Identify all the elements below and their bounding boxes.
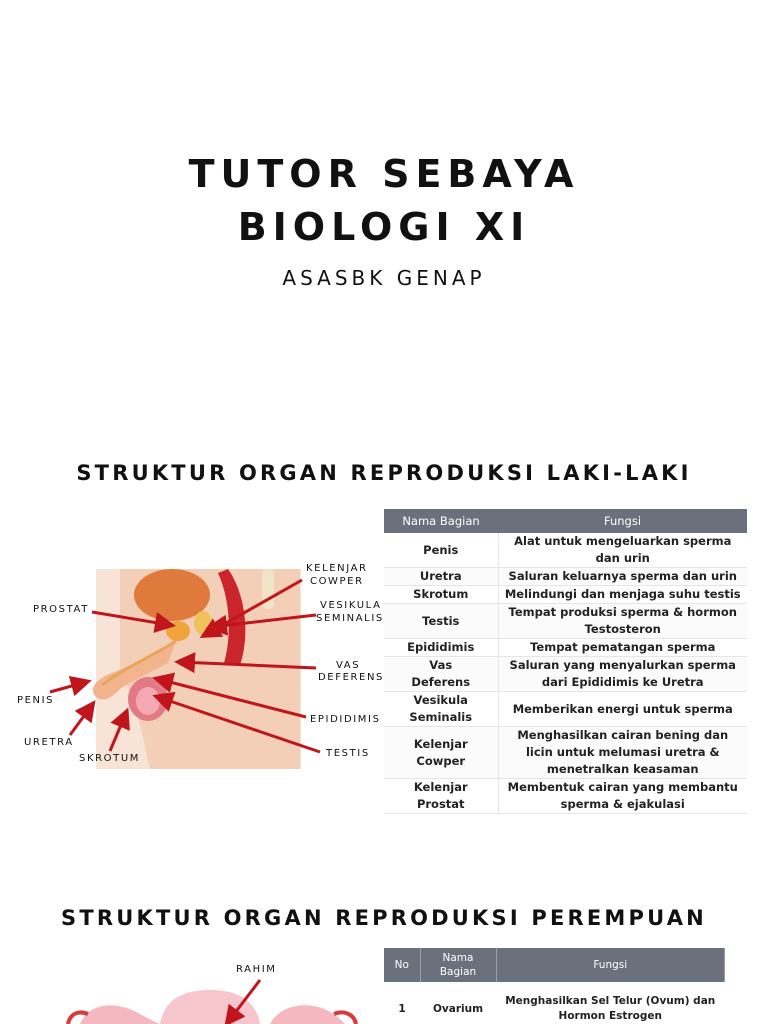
label-rahim: RAHIM (236, 964, 277, 975)
cell-line: Alat untuk mengeluarkan sperma (514, 534, 732, 548)
cell-nama-bagian (384, 779, 498, 814)
cell-bagian: Ovarium (432, 1002, 484, 1015)
label-prostat: PROSTAT (33, 604, 89, 615)
cell-line: Melindungi dan menjaga suhu testis (504, 587, 741, 601)
label-cowper: COWPER (310, 576, 364, 587)
cell-fungsi (498, 657, 747, 692)
label-vesikula: VESIKULA (320, 600, 382, 611)
cell-line: Deferens (411, 675, 471, 689)
label-vas: VAS (336, 660, 361, 671)
cell-nama-bagian (384, 533, 498, 568)
header-fungsi-female: Fungsi (496, 948, 725, 982)
cell-fungsi (498, 586, 747, 604)
cell-nama-bagian (384, 657, 498, 692)
cell-line: Vas (429, 658, 453, 672)
cell-line: Tempat produksi sperma & hormon (508, 605, 737, 619)
cell-fungsi (498, 533, 747, 568)
cell-nama-bagian (384, 604, 498, 639)
cell-line: Membentuk cairan yang membantu (507, 780, 738, 794)
header-bagian: Bagian (439, 966, 477, 978)
cell-line: Epididimis (407, 640, 475, 654)
cell-line: licin untuk melumasi uretra & (525, 745, 720, 759)
cell-nama-bagian (384, 692, 498, 727)
table-row (384, 657, 747, 692)
cell-fungsi-line: Menghasilkan Sel Telur (Ovum) dan (505, 995, 716, 1007)
cell-line: Seminalis (409, 710, 473, 724)
male-section-heading: STRUKTUR ORGAN REPRODUKSI LAKI-LAKI (76, 461, 692, 485)
cell-line: Kelenjar (413, 736, 468, 751)
table-row (384, 533, 747, 568)
label-skrotum: SKROTUM (79, 753, 140, 764)
female-organ-table (384, 948, 725, 1024)
cell-line: Penis (423, 542, 459, 557)
cell-fungsi (498, 604, 747, 639)
cell-line: Uretra (419, 569, 462, 583)
label-penis: PENIS (17, 695, 55, 706)
arrow-uretra (70, 705, 92, 735)
male-reproductive-diagram (0, 555, 385, 775)
cell-no: 1 (398, 1002, 406, 1015)
cell-line: Memberikan energi untuk sperma (512, 701, 733, 716)
cell-fungsi (496, 982, 725, 1024)
title-line-1: TUTOR SEBAYA (188, 152, 580, 196)
table-row (384, 639, 747, 657)
header-nama-bagian: Nama Bagian (384, 509, 498, 533)
table-row (384, 982, 725, 1024)
header-nama-bagian-female (420, 948, 496, 982)
male-organ-table (384, 509, 747, 814)
cell-fungsi (498, 639, 747, 657)
table-row (384, 568, 747, 586)
cell-line: Saluran yang menyalurkan sperma (509, 658, 736, 672)
cell-line: Skrotum (413, 587, 469, 601)
cell-fungsi (498, 727, 747, 779)
cell-line: Menghasilkan cairan bening dan (517, 728, 729, 742)
label-testis: TESTIS (326, 748, 370, 759)
label-kelenjar: KELENJAR (306, 563, 368, 574)
cell-nama-bagian (384, 568, 498, 586)
table-row (384, 727, 747, 779)
subtitle: ASASBK GENAP (282, 266, 486, 290)
table-row (384, 692, 747, 727)
testis-inner-shape (136, 687, 160, 715)
cell-line: Vesikula (413, 693, 468, 707)
label-uretra: URETRA (24, 737, 74, 748)
cell-line: Saluran keluarnya sperma dan urin (508, 569, 737, 583)
cell-fungsi-line: Hormon Estrogen (558, 1010, 662, 1022)
header-fungsi: Fungsi (498, 509, 747, 533)
cell-line: Cowper (416, 753, 466, 768)
cell-nama-bagian (384, 586, 498, 604)
header-nama: Nama (442, 952, 474, 964)
arrow-penis (50, 682, 86, 692)
cell-line: menetralkan keasaman (546, 762, 699, 776)
cell-fungsi (498, 568, 747, 586)
cell-line: Testis (422, 613, 460, 628)
cell-line: Prostat (416, 797, 465, 811)
cell-line: Tempat pematangan sperma (530, 640, 716, 654)
label-epididimis: EPIDIDIMIS (310, 714, 381, 725)
cell-nama-bagian (384, 727, 498, 779)
label-seminalis: SEMINALIS (316, 613, 384, 624)
header-no: No (384, 948, 420, 982)
female-section-heading: STRUKTUR ORGAN REPRODUKSI PEREMPUAN (61, 906, 707, 930)
label-deferens: DEFERENS (318, 672, 384, 683)
table-row (384, 586, 747, 604)
table-row (384, 779, 747, 814)
cell-line: dan urin (595, 551, 650, 565)
cell-line: sperma & ejakulasi (560, 797, 685, 811)
cell-fungsi (498, 779, 747, 814)
cell-fungsi (498, 692, 747, 727)
cell-line: Testosteron (584, 622, 661, 636)
title-line-2: BIOLOGI XI (237, 205, 531, 249)
cell-nama-bagian (384, 639, 498, 657)
cell-line: Kelenjar (413, 780, 468, 794)
table-row (384, 604, 747, 639)
female-reproductive-diagram (40, 940, 380, 1024)
cell-line: dari Epididimis ke Uretra (541, 675, 704, 689)
